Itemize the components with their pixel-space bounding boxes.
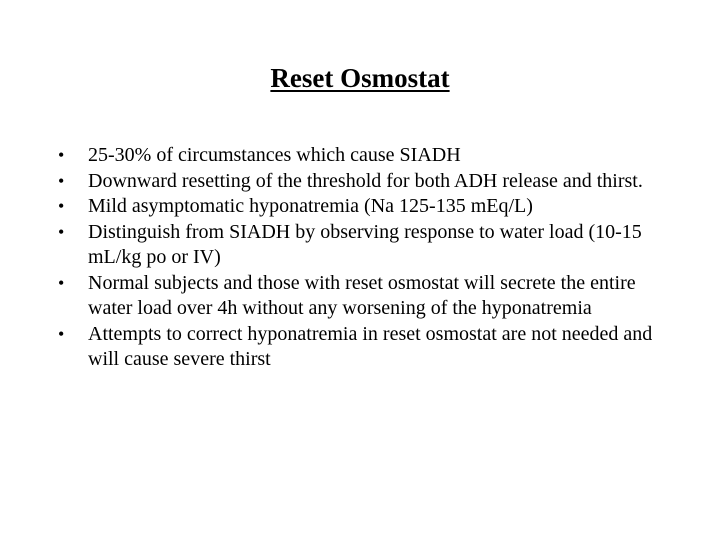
bullet-text: Downward resetting of the threshold for both ADH release and thirst. (88, 169, 643, 192)
slide-title: Reset Osmostat (270, 63, 450, 93)
bullet-item (58, 169, 668, 195)
bullet-item (58, 220, 668, 271)
bullet-list (58, 143, 668, 373)
bullet-dot-icon: • (58, 145, 65, 165)
bullet-item (58, 194, 668, 220)
bullet-item (58, 143, 668, 169)
bullet-dot-icon: • (58, 272, 65, 293)
bullet-dot-icon: • (58, 323, 65, 344)
bullet-text: Normal subjects and those with reset osmostat will secrete the entire water load over 4h without any worsening of the hyponatremia (88, 271, 636, 319)
bullet-dot-icon: • (58, 221, 65, 242)
bullet-dot-icon: • (58, 196, 65, 216)
bullet-text: Attempts to correct hyponatremia in reset osmostat are not needed and will cause severe thirst (88, 322, 653, 370)
bullet-item (58, 271, 668, 322)
bullet-text: Mild asymptomatic hyponatremia (Na 125-135 mEq/L) (88, 195, 533, 217)
bullet-dot-icon: • (58, 170, 65, 191)
bullet-item (58, 322, 668, 373)
bullet-text: 25-30% of circumstances which cause SIADH (88, 144, 461, 166)
bullet-text: Distinguish from SIADH by observing response to water load (10-15 mL/kg po or IV) (88, 220, 642, 268)
